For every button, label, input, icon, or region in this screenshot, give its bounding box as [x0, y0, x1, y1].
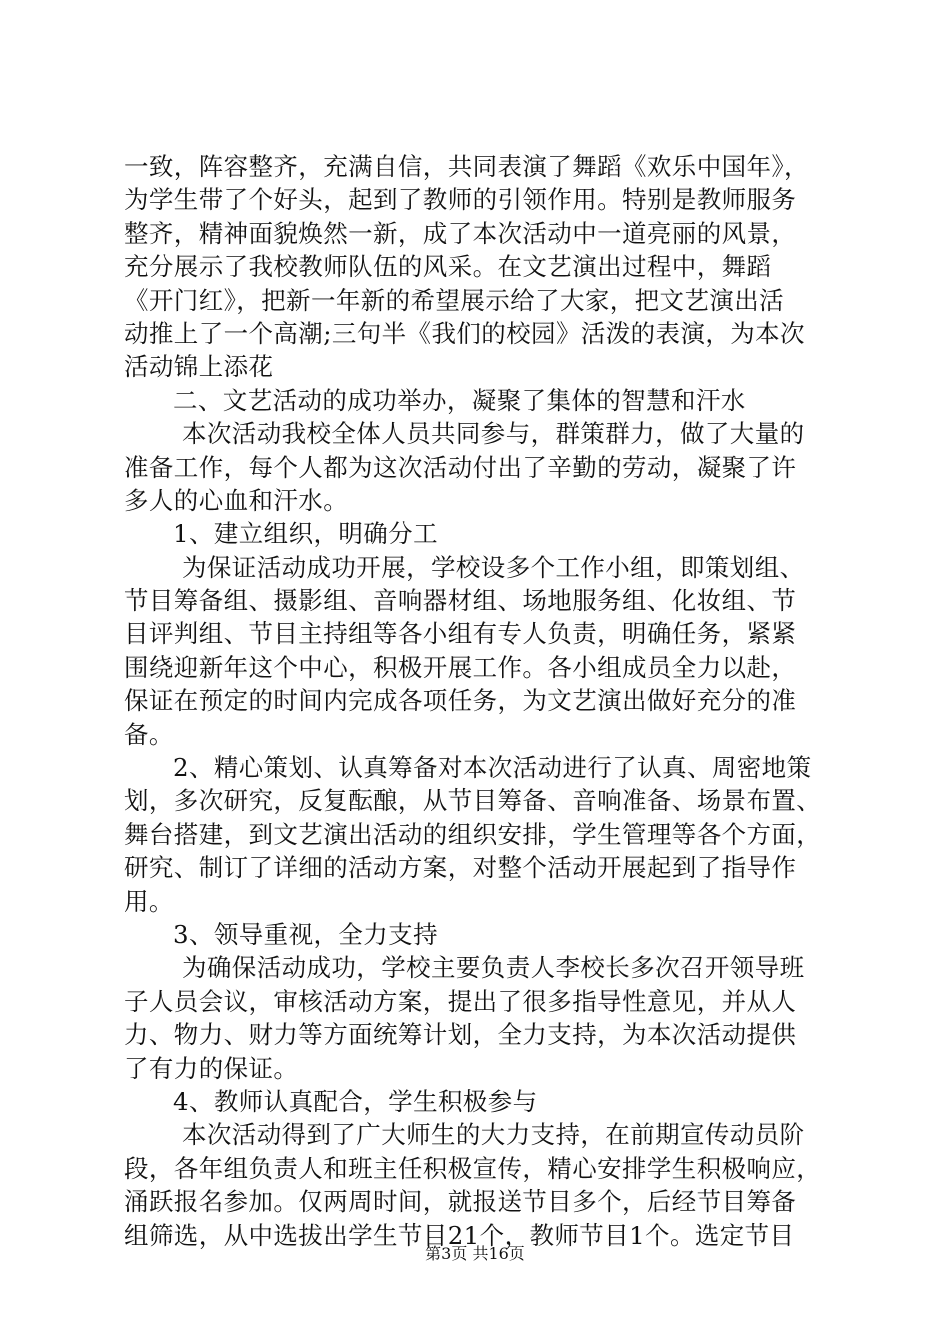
text-line: 准备工作，每个人都为这次活动付出了辛勤的劳动，凝聚了许: [124, 452, 797, 482]
text-line: 1、建立组织，明确分工: [173, 519, 438, 549]
text-line: 舞台搭建，到文艺演出活动的组织安排，学生管理等各个方面，: [124, 819, 822, 849]
text-line: 二、文艺活动的成功举办，凝聚了集体的智慧和汗水: [173, 385, 746, 415]
text-line: 一致，阵容整齐，充满自信，共同表演了舞蹈《欢乐中国年》，: [124, 152, 809, 181]
text-line: 节目筹备组、摄影组、音响器材组、场地服务组、化妆组、节: [124, 586, 797, 616]
text-line: 为保证活动成功开展，学校设多个工作小组，即策划组、: [182, 552, 805, 582]
text-line: 为确保活动成功，学校主要负责人李校长多次召开领导班: [182, 953, 805, 983]
text-line: 多人的心血和汗水。: [124, 485, 349, 515]
text-line: 为学生带了个好头，起到了教师的引领作用。特别是教师服务: [124, 185, 797, 215]
text-line: 子人员会议，审核活动方案，提出了很多指导性意见，并从人: [124, 986, 797, 1016]
text-line: 活动锦上添花: [124, 352, 274, 382]
text-line: 力、物力、财力等方面统筹计划，全力支持，为本次活动提供: [124, 1020, 797, 1050]
text-line: 段，各年组负责人和班主任积极宣传，精心安排学生积极响应，: [124, 1153, 822, 1183]
document-body: [124, 150, 834, 1252]
text-line: 《开门红》，把新一年新的希望展示给了大家，把文艺演出活: [124, 285, 785, 315]
text-line: 整齐，精神面貌焕然一新，成了本次活动中一道亮丽的风景，: [124, 218, 797, 248]
text-line: 用。: [124, 886, 174, 916]
text-line: 涌跃报名参加。仅两周时间，就报送节目多个，后经节目筹备: [124, 1187, 797, 1217]
text-line: 3、领导重视，全力支持: [173, 919, 438, 949]
text-line: 备。: [124, 719, 174, 749]
text-line: 2、精心策划、认真筹备对本次活动进行了认真、周密地策: [173, 753, 812, 783]
text-line: 充分展示了我校教师队伍的风采。在文艺演出过程中，舞蹈: [124, 252, 772, 282]
text-line: 4、教师认真配合，学生积极参与: [173, 1086, 538, 1116]
text-line: 组筛选，从中选拔出学生节目21个，教师节目1个。选定节目: [124, 1220, 795, 1250]
text-line: 划，多次研究，反复酝酿，从节目筹备、音响准备、场景布置、: [124, 786, 822, 816]
text-line: 本次活动我校全体人员共同参与，群策群力，做了大量的: [182, 419, 805, 449]
text-line: 保证在预定的时间内完成各项任务，为文艺演出做好充分的准: [124, 686, 797, 716]
text-line: 本次活动得到了广大师生的大力支持，在前期宣传动员阶: [182, 1120, 805, 1150]
page-footer: 第3页 共16页: [425, 1244, 525, 1263]
text-line: 动推上了一个高潮;三句半《我们的校园》活泼的表演，为本次: [124, 318, 805, 348]
text-line: 了有力的保证。: [124, 1053, 299, 1083]
text-line: 围绕迎新年这个中心，积极开展工作。各小组成员全力以赴，: [124, 652, 797, 682]
text-line: 研究、制订了详细的活动方案，对整个活动开展起到了指导作: [124, 853, 797, 883]
text-line: 目评判组、节目主持组等各小组有专人负责，明确任务，紧紧: [124, 619, 797, 649]
